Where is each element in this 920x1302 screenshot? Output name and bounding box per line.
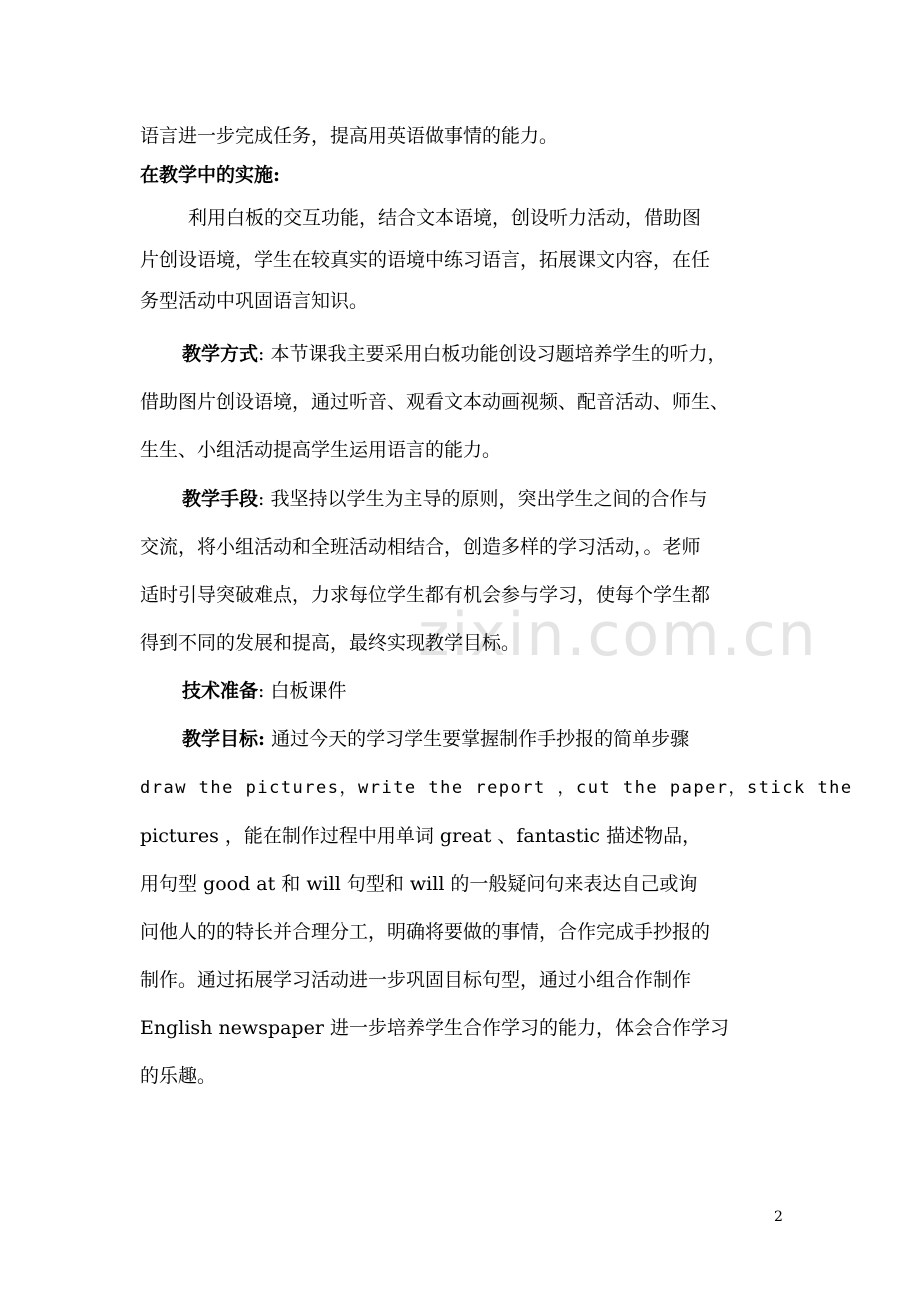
teaching-means-line-1 [182, 487, 707, 511]
teaching-goals-line-8: 的乐趣。 [140, 1065, 217, 1087]
tech-prep-colon: : [258, 680, 265, 702]
teaching-method-line-3: 生生、小组活动提高学生运用语言的能力。 [140, 439, 502, 461]
teaching-goals-label: 教学目标: [182, 728, 266, 750]
teaching-goals-line-2: draw the pictures，write the report ，cut the paper，stick the [140, 778, 853, 798]
implementation-line-3: 务型活动中巩固语言知识。 [140, 290, 369, 312]
tech-prep-text: 白板课件 [270, 680, 347, 702]
watermark: zixin.com.cn [418, 600, 818, 670]
teaching-goals-line-7: English newspaper 进一步培养学生合作学习的能力，体会合作学习 [140, 1017, 729, 1039]
teaching-means-text-1: 我坚持以学生为主导的原则，突出学生之间的合作与 [270, 488, 708, 510]
teaching-means-label: 教学手段 [182, 488, 259, 510]
teaching-means-colon: : [258, 488, 265, 510]
teaching-method-text-1: 本节课我主要采用白板功能创设习题培养学生的听力， [270, 343, 727, 365]
teaching-method-label: 教学方式 [182, 343, 259, 365]
teaching-goals-line-5: 问他人的的特长并合理分工，明确将要做的事情，合作完成手抄报的 [140, 921, 711, 943]
teaching-method-line-1 [182, 342, 726, 366]
teaching-goals-line-4: 用句型 good at 和 will 句型和 will 的一般疑问句来表达自己或询 [140, 873, 698, 895]
teaching-goals-line-3: pictures ，能在制作过程中用单词 great 、fantastic 描述物品， [140, 825, 702, 847]
teaching-goals-line-1 [182, 727, 689, 751]
teaching-method-colon: : [258, 343, 265, 365]
implementation-heading: 在教学中的实施: [140, 164, 281, 186]
implementation-line-1: 利用白板的交互功能，结合文本语境，创设听力活动，借助图 [188, 207, 702, 229]
teaching-method-line-2: 借助图片创设语境，通过听音、观看文本动画视频、配音活动、师生、 [140, 391, 730, 413]
tech-prep-label: 技术准备 [182, 680, 259, 702]
implementation-line-2: 片创设语境，学生在较真实的语境中练习语言，拓展课文内容，在任 [140, 249, 711, 271]
teaching-means-line-2: 交流，将小组活动和全班活动相结合，创造多样的学习活动，。老师 [140, 536, 701, 558]
intro-line: 语言进一步完成任务，提高用英语做事情的能力。 [140, 125, 559, 147]
tech-prep-line [182, 679, 346, 703]
page-number: 2 [774, 1209, 783, 1225]
teaching-goals-line-6: 制作。通过拓展学习活动进一步巩固目标句型，通过小组合作制作 [140, 969, 692, 991]
teaching-goals-text-1: 通过今天的学习学生要掌握制作手抄报的简单步骤 [271, 728, 690, 750]
teaching-means-line-3: 适时引导突破难点，力求每位学生都有机会参与学习，使每个学生都 [140, 584, 711, 606]
teaching-means-line-4: 得到不同的发展和提高，最终实现教学目标。 [140, 632, 521, 654]
